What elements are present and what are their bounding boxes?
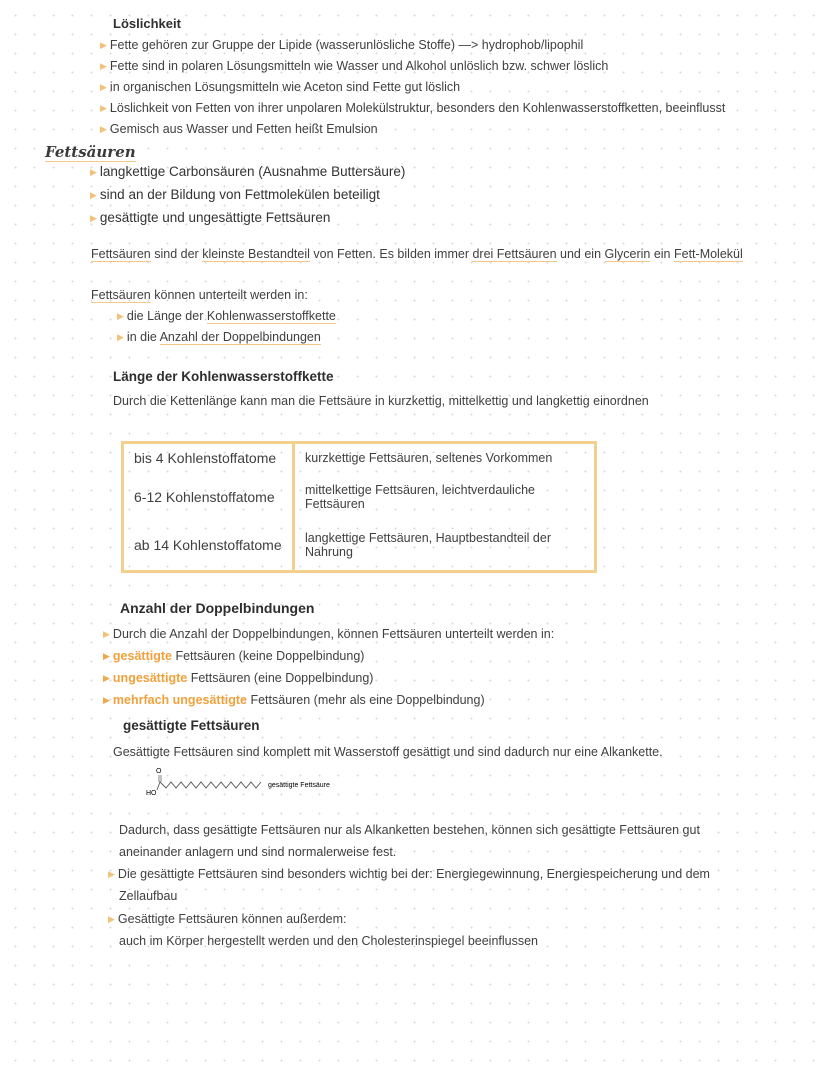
list-item: ▶ langkettige Carbonsäuren (Ausnahme Buttersäure) bbox=[90, 164, 406, 179]
table-row bbox=[123, 521, 596, 572]
list-item: ▶ Löslichkeit von Fetten von ihrer unpolaren Molekülstruktur, besonders den Kohlenwasserstoffketten, beeinflusst bbox=[100, 101, 726, 115]
table-cell-atoms: 6-12 Kohlenstoffatome bbox=[123, 473, 294, 521]
gesaettigt-paragraph: Dadurch, dass gesättigte Fettsäuren nur als Alkanketten bestehen, können sich gesättigte Fettsäuren gut bbox=[119, 823, 700, 837]
table-cell-atoms: bis 4 Kohlenstoffatome bbox=[123, 443, 294, 473]
list-item: ▶ gesättigte Fettsäuren (keine Doppelbindung) bbox=[103, 649, 365, 663]
arrow-icon: ▶ bbox=[90, 213, 97, 223]
division-intro: Fettsäuren können unterteilt werden in: bbox=[91, 288, 308, 302]
structure-caption: gesättigte Fettsäure bbox=[268, 782, 330, 789]
anzahl-intro: ▶ Durch die Anzahl der Doppelbindungen, können Fettsäuren unterteilt werden in: bbox=[103, 627, 555, 641]
list-item: ▶ Gemisch aus Wasser und Fetten heißt Emulsion bbox=[100, 122, 378, 136]
arrow-icon: ▶ bbox=[108, 914, 115, 924]
section-heading-fettsaeuren: Fettsäuren bbox=[45, 143, 136, 161]
carbon-chain bbox=[157, 782, 261, 790]
arrow-icon: ▶ bbox=[117, 311, 124, 321]
table-cell-description: mittelkettige Fettsäuren, leichtverdauliche Fettsäuren bbox=[305, 482, 535, 511]
arrow-icon: ▶ bbox=[100, 124, 107, 134]
arrow-icon: ▶ bbox=[103, 673, 110, 683]
arrow-icon: ▶ bbox=[108, 869, 115, 879]
list-item: ▶ in organischen Lösungsmitteln wie Aceton sind Fette gut löslich bbox=[100, 80, 461, 94]
carbon-chain-table bbox=[121, 441, 597, 573]
list-item: ▶ Die gesättigte Fettsäuren sind besonders wichtig bei der: Energiegewinnung, Energiespeicherung und dem bbox=[108, 867, 710, 881]
arrow-icon: ▶ bbox=[117, 332, 124, 342]
list-item-continuation: auch im Körper hergestellt werden und den Cholesterinspiegel beeinflussen bbox=[119, 934, 539, 948]
section-heading-loeslichkeit: Löslichkeit bbox=[113, 16, 181, 31]
section-heading-laenge: Länge der Kohlenwasserstoffkette bbox=[113, 369, 334, 384]
list-item: ▶ gesättigte und ungesättigte Fettsäuren bbox=[90, 210, 331, 225]
arrow-icon: ▶ bbox=[90, 190, 97, 200]
list-item: ▶ Gesättigte Fettsäuren können außerdem: bbox=[108, 912, 347, 926]
arrow-icon: ▶ bbox=[103, 651, 110, 661]
arrow-icon: ▶ bbox=[100, 40, 107, 50]
list-item: ▶ sind an der Bildung von Fettmolekülen beteiligt bbox=[90, 187, 380, 202]
section-heading-anzahl: Anzahl der Doppelbindungen bbox=[120, 600, 315, 616]
table-cell-atoms: ab 14 Kohlenstoffatome bbox=[123, 521, 294, 572]
ho-label: HO bbox=[146, 790, 157, 797]
fatty-acid-structure bbox=[140, 764, 360, 800]
list-item: ▶ ungesättigte Fettsäuren (eine Doppelbindung) bbox=[103, 671, 374, 685]
table-cell-description: langkettige Fettsäuren, Hauptbestandteil der Nahrung bbox=[305, 531, 551, 560]
laenge-text: Durch die Kettenlänge kann man die Fettsäure in kurzkettig, mittelkettig und langkettig einordnen bbox=[113, 394, 649, 408]
table-row bbox=[123, 443, 596, 473]
arrow-icon: ▶ bbox=[100, 82, 107, 92]
table-cell-description: kurzkettige Fettsäuren, seltenes Vorkommen bbox=[305, 451, 553, 466]
list-item: ▶ die Länge der Kohlenwasserstoffkette bbox=[117, 309, 336, 323]
list-item: ▶ Fette sind in polaren Lösungsmitteln wie Wasser und Alkohol unlöslich bzw. schwer löslich bbox=[100, 59, 609, 73]
list-item-continuation: Zellaufbau bbox=[119, 889, 178, 903]
section-heading-gesaettigt: gesättigte Fettsäuren bbox=[123, 718, 260, 733]
arrow-icon: ▶ bbox=[90, 167, 97, 177]
gesaettigt-paragraph: aneinander anlagern und sind normalerweise fest. bbox=[119, 845, 397, 859]
arrow-icon: ▶ bbox=[103, 695, 110, 705]
definition-sentence: Fettsäuren sind der kleinste Bestandteil von Fetten. Es bilden immer drei Fettsäuren und ein Glycerin ein Fett-Molekül bbox=[91, 247, 743, 261]
arrow-icon: ▶ bbox=[100, 61, 107, 71]
arrow-icon: ▶ bbox=[100, 103, 107, 113]
list-item: ▶ in die Anzahl der Doppelbindungen bbox=[117, 330, 321, 344]
gesaettigt-text: Gesättigte Fettsäuren sind komplett mit Wasserstoff gesättigt und sind dadurch nur eine Alkankette. bbox=[113, 745, 663, 759]
list-item: ▶ mehrfach ungesättigte Fettsäuren (mehr als eine Doppelbindung) bbox=[103, 693, 485, 707]
list-item: ▶ Fette gehören zur Gruppe der Lipide (wasserunlösliche Stoffe) —> hydrophob/lipophil bbox=[100, 38, 584, 52]
arrow-icon: ▶ bbox=[103, 629, 110, 639]
table-row bbox=[123, 473, 596, 521]
oxygen-label: O bbox=[156, 768, 162, 775]
